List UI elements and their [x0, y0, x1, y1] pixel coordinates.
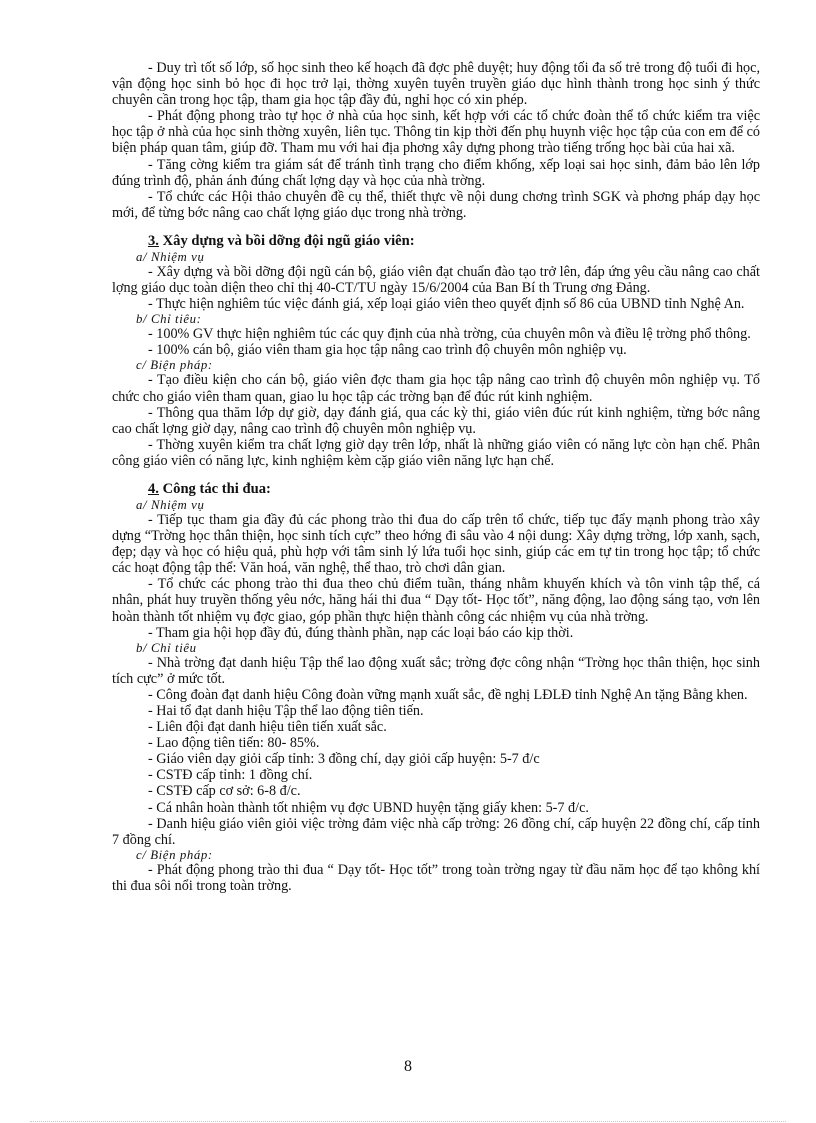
paragraph: - Danh hiệu giáo viên giỏi việc trờng đảm việc nhà cấp trờng: 26 đồng chí, cấp huyện 22 đồng chí, cấp tỉnh 7 đồng chí.: [112, 815, 760, 848]
subheading-targets: b/ Chỉ tiêu:: [136, 312, 202, 327]
paragraph: - Xây dựng và bồi dỡng đội ngũ cán bộ, giáo viên đạt chuẩn đào tạo trở lên, đáp ứng yêu cầu nâng cao chất lợng giáo dục toàn diện theo chỉ thị 40-CT/TU ngày 15/6/2004 của Ban Bí th Trung ơng Đảng.: [112, 263, 760, 297]
paragraph: - Nhà trờng đạt danh hiệu Tập thể lao động xuất sắc; trờng đợc công nhận “Trờng học thân thiện, học sinh tích cực” ở mức tốt.: [112, 654, 760, 687]
paragraph: - Tăng cờng kiểm tra giám sát để tránh tình trạng cho điểm khống, xếp loại sai học sinh, đảm bảo lên lớp đúng trình độ, phản ánh đúng chất lợng dạy và học của nhà trờng.: [112, 156, 760, 189]
subheading-tasks: a/ Nhiệm vụ: [136, 249, 205, 264]
paragraph: - Hai tổ đạt danh hiệu Tập thể lao động tiên tiến.: [148, 703, 424, 719]
paragraph: - Phát động phong trào thi đua “ Dạy tốt- Học tốt” trong toàn trờng ngay từ đầu năm học để tạo không khí thi đua sôi nổi trong toàn trờng.: [112, 861, 760, 894]
paragraph: - Công đoàn đạt danh hiệu Công đoàn vững mạnh xuất sắc, đề nghị LĐLĐ tỉnh Nghệ An tặng Bằng khen.: [148, 686, 748, 703]
paragraph: - 100% cán bộ, giáo viên tham gia học tập nâng cao trình độ chuyên môn nghiệp vụ.: [148, 342, 627, 359]
paragraph: - Tổ chức các phong trào thi đua theo chủ điểm tuần, tháng nhằm khuyến khích và tôn vinh tập thể, cá nhân, phát huy truyền thống yêu nớc, hăng hái thi đua “ Dạy tốt- Học tốt”, năng động, lao động sáng tạo, vơn lên hoàn thành tốt nhiệm vụ đợc giao, góp phần thực hiện thành công các nhiệm vụ của nhà trờng.: [112, 576, 760, 625]
paragraph: - 100% GV thực hiện nghiêm túc các quy định của nhà trờng, của chuyên môn và điều lệ trờng phổ thông.: [148, 326, 751, 343]
section-heading-4: [112, 481, 760, 498]
page-number: 8: [404, 1058, 412, 1075]
paragraph: - Cá nhân hoàn thành tốt nhiệm vụ đợc UBND huyện tặng giấy khen: 5-7 đ/c.: [148, 799, 589, 816]
page-bottom-divider: [30, 1121, 786, 1122]
paragraph: - Lao động tiên tiến: 80- 85%.: [148, 735, 320, 752]
paragraph: - Liên đội đạt danh hiệu tiên tiến xuất sắc.: [148, 719, 387, 736]
paragraph: - CSTĐ cấp cơ sở: 6-8 đ/c.: [148, 783, 301, 800]
section-title: Xây dựng và bồi dỡng đội ngũ giáo viên:: [158, 232, 415, 249]
subheading-targets: b/ Chỉ tiêu: [136, 640, 197, 655]
paragraph: - CSTĐ cấp tỉnh: 1 đồng chí.: [148, 767, 313, 784]
paragraph: - Tiếp tục tham gia đầy đủ các phong trào thi đua do cấp trên tổ chức, tiếp tục đẩy mạnh phong trào xây dựng “Trờng học thân thiện, học sinh tích cực” theo hớng đi sâu vào 4 nội dung: Xây dựng trờng, lớp xanh, sạch, đẹp; dạy và học có hiệu quả, phù hợp với tâm sinh lý lứa tuổi học sinh, giúp các em tự tin trong học tập; tổ chức các hoạt động tập thể: Văn hoá, văn nghệ, thể thao, trò chơi dân gian.: [112, 511, 760, 577]
subheading-tasks: a/ Nhiệm vụ: [136, 497, 205, 512]
paragraph: - Thông qua thăm lớp dự giờ, dạy đánh giá, qua các kỳ thi, giáo viên đúc rút kinh nghiệm, từng bớc nâng cao chất lợng giờ dạy, nâng cao trình độ chuyên môn nghiệp vụ.: [112, 404, 760, 437]
paragraph: - Phát động phong trào tự học ở nhà của học sinh, kết hợp với các tổ chức đoàn thể tổ chức kiểm tra việc học tập ở nhà của học sinh thờng xuyên, liên tục. Thông tin kịp thời đến phụ huynh việc học tập của con em để có biện pháp quan tâm, giúp đỡ. Tham mu với hai địa phơng xây dựng phong trào tiếng trống học bài của hai xã.: [112, 108, 760, 157]
subheading-measures: c/ Biện pháp:: [136, 847, 213, 862]
document-page: [112, 60, 760, 894]
paragraph: - Thực hiện nghiêm túc việc đánh giá, xếp loại giáo viên theo quyết định số 86 của UBND tỉnh Nghệ An.: [148, 296, 745, 313]
paragraph: - Giáo viên dạy giỏi cấp tỉnh: 3 đồng chí, dạy giỏi cấp huyện: 5-7 đ/c: [148, 751, 540, 768]
section-heading-3: [112, 233, 760, 250]
section-number: 4.: [148, 480, 159, 497]
paragraph: - Tạo điều kiện cho cán bộ, giáo viên đợc tham gia học tập nâng cao trình độ chuyên môn nghiệp vụ. Tổ chức cho giáo viên tham quan, giao lu học tập các trờng bạn để đúc rút kinh nghiệm.: [112, 372, 760, 405]
paragraph: - Tham gia hội họp đầy đủ, đúng thành phần, nạp các loại báo cáo kịp thời.: [148, 624, 574, 641]
paragraph: - Thờng xuyên kiểm tra chất lợng giờ dạy trên lớp, nhất là những giáo viên có năng lực còn hạn chế. Phân công giáo viên có năng lực, kinh nghiệm kèm cặp giáo viên năng lực hạn chế.: [112, 436, 760, 469]
paragraph: - Tổ chức các Hội thảo chuyên đề cụ thể, thiết thực về nội dung chơng trình SGK và phơng pháp dạy học mới, để từng bớc nâng cao chất lợng giáo dục trong nhà trờng.: [112, 188, 760, 221]
subheading-measures: c/ Biện pháp:: [136, 358, 213, 373]
paragraph: - Duy trì tốt số lớp, số học sinh theo kế hoạch đã đợc phê duyệt; huy động tối đa số trẻ trong độ tuổi đi học, vận động học sinh bỏ học đi học trở lại, thờng xuyên tuyên truyền giáo dục hình thành trong học sinh ý thức chuyên cần trong học tập, tham gia học tập đầy đủ, nghỉ học có xin phép.: [112, 60, 760, 109]
section-title: Công tác thi đua:: [158, 480, 271, 497]
section-number: 3.: [148, 232, 159, 249]
